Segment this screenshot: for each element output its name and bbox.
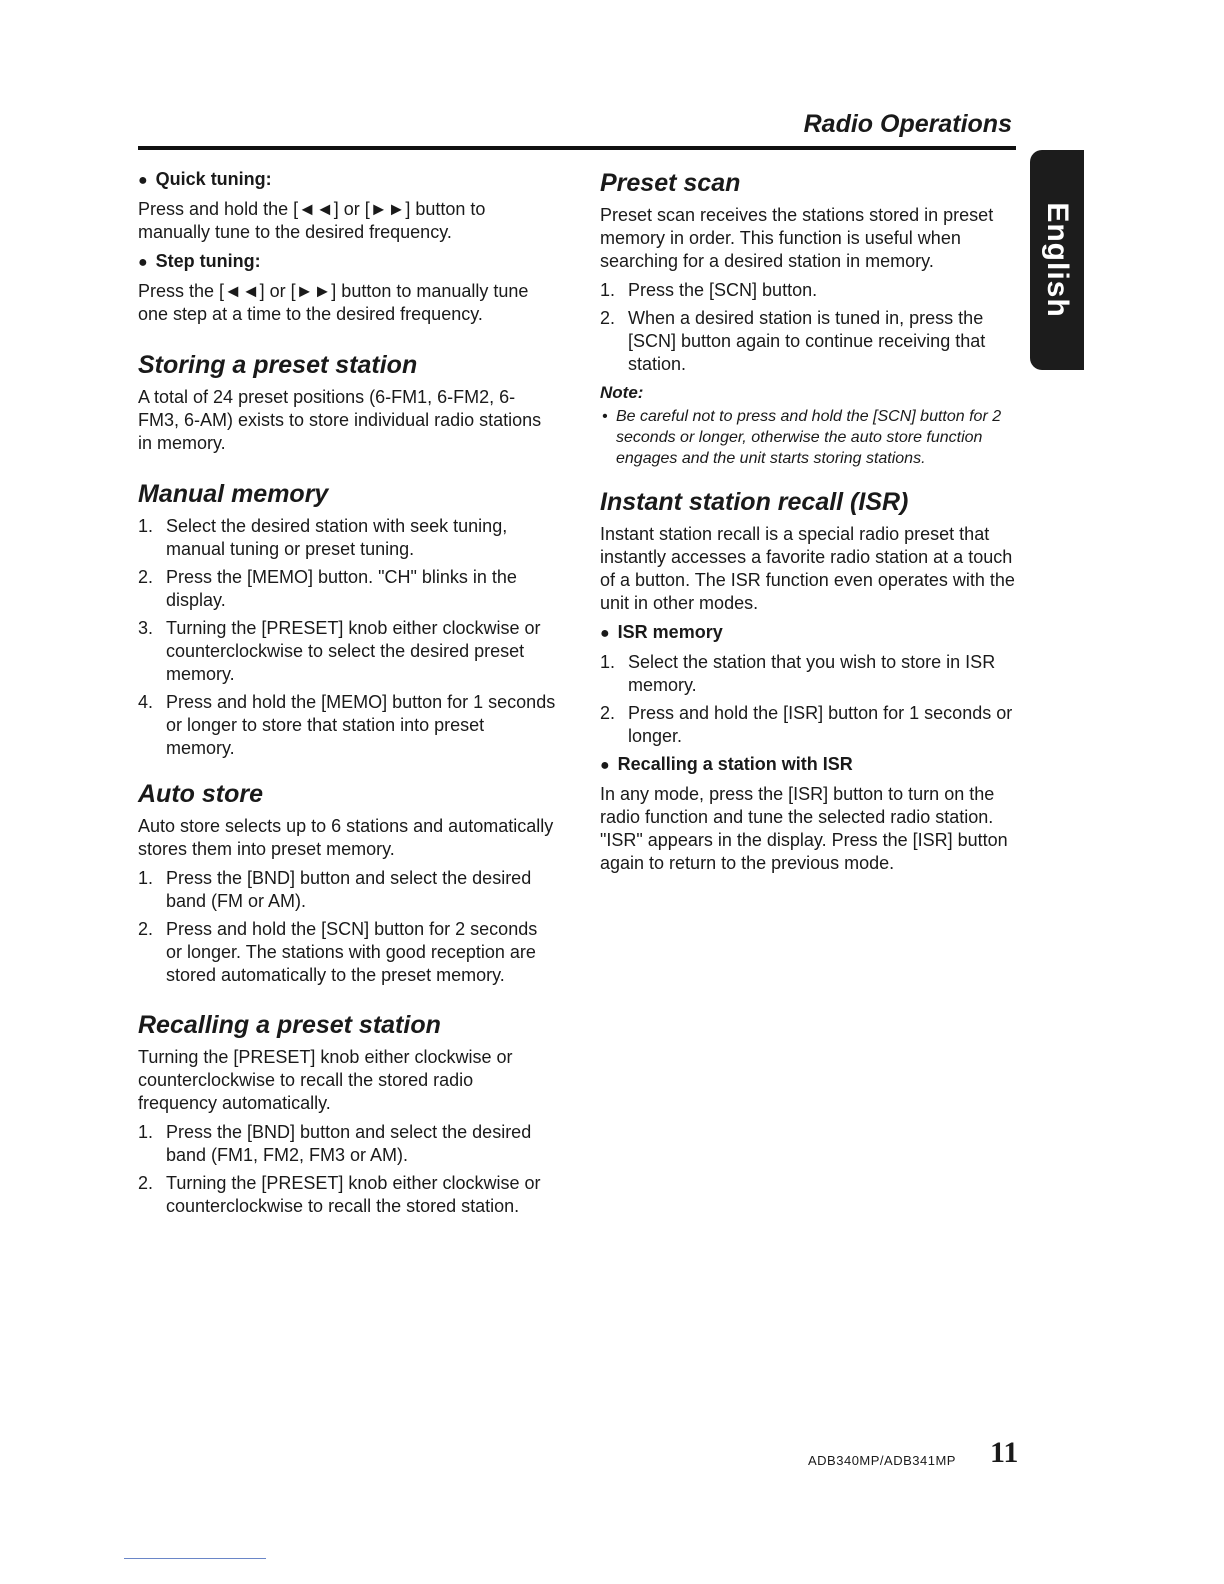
isr-memory-title: ● ISR memory bbox=[600, 621, 1018, 645]
storing-preset-title: Storing a preset station bbox=[138, 351, 418, 379]
storing-preset-text: A total of 24 preset positions (6-FM1, 6-FM2, 6-FM3, 6-AM) exists to store individual radio stations in memory. bbox=[138, 387, 542, 453]
preset-scan-list bbox=[600, 279, 1018, 376]
manual-memory-title: Manual memory bbox=[138, 480, 329, 508]
list-item: 3. Turning the [PRESET] knob either clockwise or counterclockwise to select the desired preset memory. bbox=[138, 618, 541, 684]
list-item: 2. When a desired station is tuned in, press the [SCN] button again to continue receiving that station. bbox=[600, 308, 986, 374]
list-item: 2. Press and hold the [SCN] button for 2 seconds or longer. The stations with good reception are stored automatically to the preset memory. bbox=[138, 919, 538, 985]
language-tab-label: English bbox=[1041, 202, 1074, 318]
list-item: 2. Press and hold the [ISR] button for 1 seconds or longer. bbox=[600, 703, 1013, 746]
isr-recall-text: In any mode, press the [ISR] button to turn on the radio function and tune the selected radio station. "ISR" appears in the display. Press the [ISR] button again to return to the previous mode. bbox=[600, 784, 1008, 873]
isr-text: Instant station recall is a special radio preset that instantly accesses a favorite radio station at a touch of a button. The ISR function even operates with the unit in other modes. bbox=[600, 524, 1015, 613]
footer-rule bbox=[124, 1558, 266, 1559]
left-column bbox=[138, 168, 556, 1223]
note-text: • Be careful not to press and hold the [SCN] button for 2 seconds or longer, otherwise the auto store function engages and the unit starts storing stations. bbox=[600, 406, 1018, 469]
recalling-preset-list bbox=[138, 1121, 556, 1218]
right-column bbox=[600, 168, 1018, 881]
recalling-preset-title: Recalling a preset station bbox=[138, 1011, 441, 1039]
list-item: 2. Press the [MEMO] button. "CH" blinks in the display. bbox=[138, 567, 517, 610]
note-title: Note: bbox=[600, 383, 644, 402]
page-number: 11 bbox=[990, 1436, 1019, 1469]
list-item: 1. Press the [BND] button and select the desired band (FM1, FM2, FM3 or AM). bbox=[138, 1122, 532, 1165]
page-header-title: Radio Operations bbox=[803, 110, 1012, 138]
model-number: ADB340MP/ADB341MP bbox=[808, 1453, 956, 1468]
list-item: 2. Turning the [PRESET] knob either clockwise or counterclockwise to recall the stored station. bbox=[138, 1173, 541, 1216]
auto-store-list bbox=[138, 867, 556, 987]
quick-tuning-text: Press and hold the [◄◄] or [►►] button to manually tune to the desired frequency. bbox=[138, 199, 486, 242]
isr-title: Instant station recall (ISR) bbox=[600, 488, 909, 516]
list-item: 1. Press the [SCN] button. bbox=[600, 280, 818, 300]
list-item: 1. Press the [BND] button and select the desired band (FM or AM). bbox=[138, 868, 532, 911]
language-tab bbox=[1030, 150, 1084, 370]
list-item: 4. Press and hold the [MEMO] button for 1 seconds or longer to store that station into preset memory. bbox=[138, 692, 556, 758]
auto-store-title: Auto store bbox=[138, 780, 263, 808]
list-item: 1. Select the desired station with seek tuning, manual tuning or preset tuning. bbox=[138, 516, 508, 559]
list-item: 1. Select the station that you wish to store in ISR memory. bbox=[600, 652, 996, 695]
recalling-preset-text: Turning the [PRESET] knob either clockwise or counterclockwise to recall the stored radio frequency automatically. bbox=[138, 1047, 513, 1113]
auto-store-text: Auto store selects up to 6 stations and automatically stores them into preset memory. bbox=[138, 816, 554, 859]
header-rule bbox=[138, 146, 1016, 150]
step-tuning-title: ● Step tuning: bbox=[138, 250, 556, 274]
preset-scan-text: Preset scan receives the stations stored in preset memory in order. This function is useful when searching for a desired station in memory. bbox=[600, 205, 994, 271]
preset-scan-title: Preset scan bbox=[600, 169, 741, 197]
isr-memory-list bbox=[600, 651, 1018, 748]
quick-tuning-title: ● Quick tuning: bbox=[138, 168, 556, 192]
step-tuning-text: Press the [◄◄] or [►►] button to manually tune one step at a time to the desired frequency. bbox=[138, 281, 529, 324]
manual-memory-list bbox=[138, 515, 556, 760]
isr-recall-title: ● Recalling a station with ISR bbox=[600, 753, 1018, 777]
